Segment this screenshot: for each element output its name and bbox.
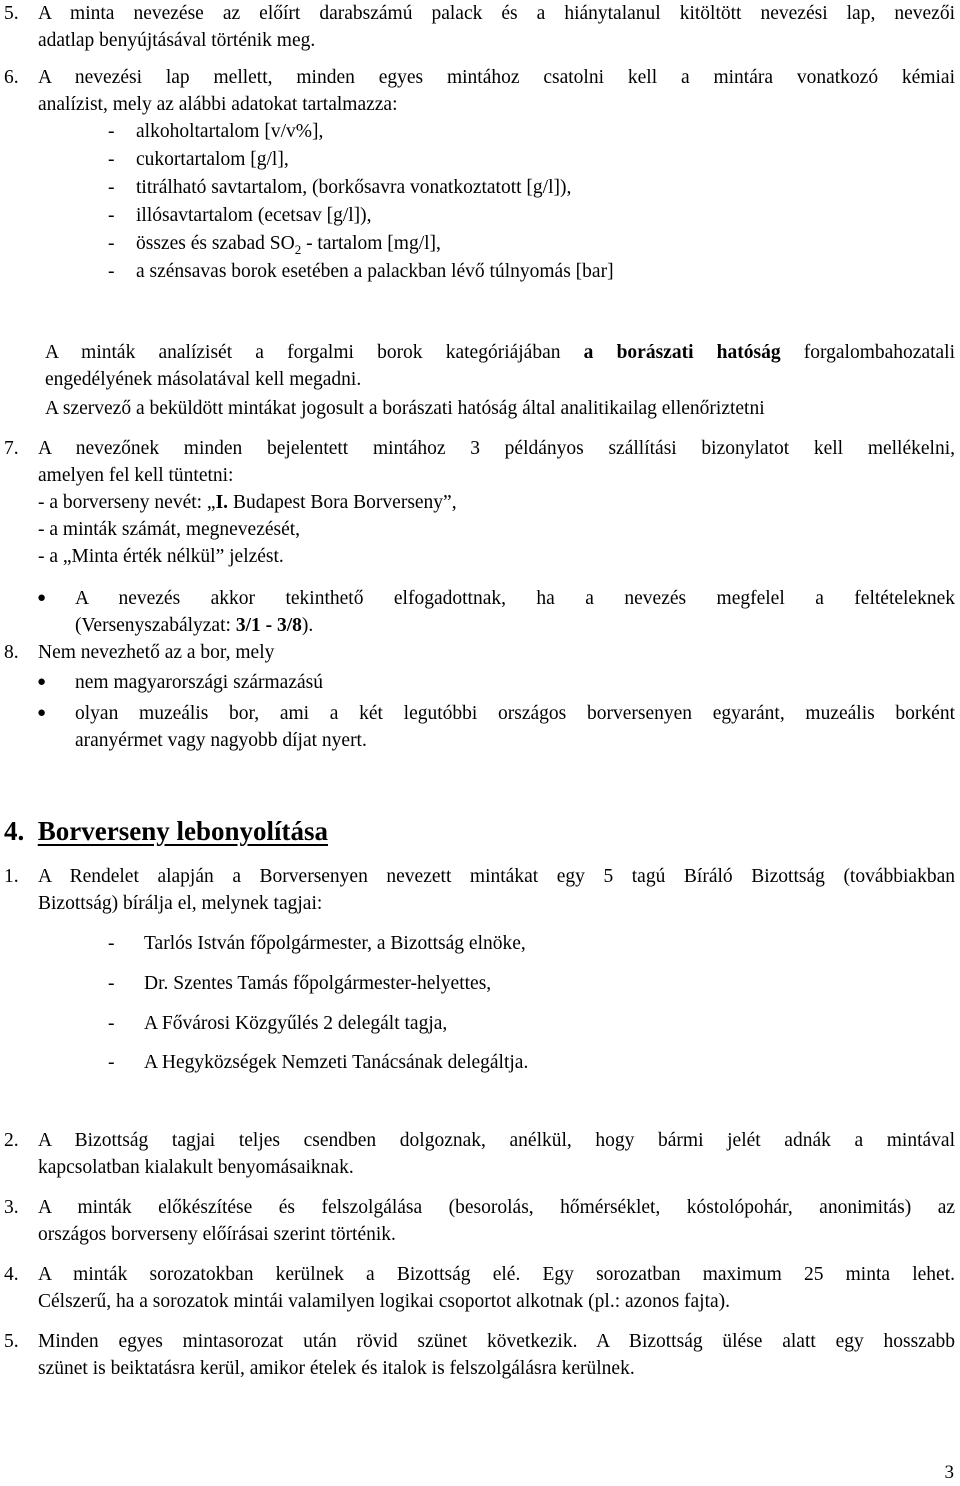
- so2-text: összes és szabad SO: [136, 233, 295, 254]
- item-5-line-1: A minta nevezése az előírt darabszámú palack és a hiánytalanul kitöltött nevezési lap, nevezői: [38, 3, 955, 24]
- so2-subscript: 2: [294, 241, 302, 257]
- section-title: Borverseny lebonyolítása: [37, 816, 328, 846]
- analysis-item-acid: titrálható savtartalom, (borkősavra vonatkoztatott [g/l]),: [136, 177, 572, 198]
- exclusion-item-museum-line-2: aranyérmet vagy nagyobb díjat nyert.: [75, 730, 367, 751]
- item-6-number: 6.: [4, 67, 19, 88]
- acceptance-text-post: ).: [301, 615, 314, 636]
- analysis-item-sugar: cukortartalom [g/l],: [136, 149, 289, 170]
- acceptance-line-1: A nevezés akkor tekinthető elfogadottnak, ha a nevezés megfelel a feltételeknek: [75, 588, 955, 609]
- analysis-item-volatile-acid: illósavtartalom (ecetsav [g/l]),: [136, 205, 372, 226]
- section-heading: [4, 815, 328, 847]
- s4-item-2-number: 2.: [4, 1130, 19, 1151]
- item-8-number: 8.: [4, 642, 19, 663]
- analysis-paragraph-line-2: engedélyének másolatával kell megadni.: [45, 369, 362, 390]
- s4-item-5-line-2: szünet is beiktatásra kerül, amikor ételek és italok is felszolgálásra kerülnek.: [38, 1358, 635, 1379]
- list-dash: -: [108, 177, 115, 198]
- shipping-item-sample-count: - a minták számát, megnevezését,: [38, 519, 301, 540]
- s4-item-5-line-1: Minden egyes mintasorozat után rövid szünet következik. A Bizottság ülése alatt egy hosszabb: [38, 1331, 955, 1352]
- item-7-number: 7.: [4, 438, 19, 459]
- list-dash: -: [108, 121, 115, 142]
- list-dash: -: [108, 1052, 115, 1073]
- acceptance-text: (Versenyszabályzat:: [75, 615, 236, 636]
- bullet-icon: ●: [37, 674, 47, 690]
- section-number: 4.: [4, 816, 25, 846]
- list-dash: -: [108, 973, 115, 994]
- s4-item-4-line-1: A minták sorozatokban kerülnek a Bizottság elé. Egy sorozatban maximum 25 minta lehet.: [38, 1264, 955, 1285]
- paragraph-text-post: forgalombahozatali: [780, 342, 956, 363]
- s4-item-2-line-2: kapcsolatban kialakult benyomásaiknak.: [38, 1157, 354, 1178]
- list-dash: -: [108, 233, 115, 254]
- page-number: 3: [944, 1462, 954, 1483]
- item-5-number: 5.: [4, 3, 19, 24]
- s4-item-3-line-2: országos borverseny előírásai szerint történik.: [38, 1224, 396, 1245]
- paragraph-text: A minták analízisét a forgalmi borok kategóriájában: [45, 342, 584, 363]
- acceptance-bold-text: 3/1 - 3/8: [235, 615, 302, 636]
- analysis-paragraph-line-1: [45, 339, 955, 366]
- item-7-line-2: amelyen fel kell tüntetni:: [38, 465, 234, 486]
- item-7-line-1: A nevezőnek minden bejelentett mintához 3 példányos szállítási bizonylatot kell mellékelni,: [38, 438, 955, 459]
- list-dash: -: [108, 933, 115, 954]
- s4-item-1-number: 1.: [4, 866, 19, 887]
- bullet-icon: ●: [37, 590, 47, 606]
- s4-item-5-number: 5.: [4, 1331, 19, 1352]
- committee-member-assembly: A Fővárosi Közgyűlés 2 delegált tagja,: [144, 1013, 448, 1034]
- shipping-bold-text: I.: [215, 492, 229, 513]
- so2-text-post: - tartalom [mg/l],: [301, 233, 441, 254]
- s4-item-4-number: 4.: [4, 1264, 19, 1285]
- exclusion-item-museum-line-1: olyan muzeális bor, ami a két legutóbbi országos borversenyen egyaránt, muzeális borként: [75, 703, 955, 724]
- shipping-text-post: Budapest Bora Borverseny”,: [228, 492, 457, 513]
- analysis-item-pressure: a szénsavas borok esetében a palackban lévő túlnyomás [bar]: [136, 261, 614, 282]
- s4-item-2-line-1: A Bizottság tagjai teljes csendben dolgoznak, anélkül, hogy bármi jelét adnák a mintával: [38, 1130, 955, 1151]
- exclusion-item-origin: nem magyarországi származású: [75, 672, 323, 693]
- list-dash: -: [108, 205, 115, 226]
- analysis-item-alcohol: alkoholtartalom [v/v%],: [136, 121, 324, 142]
- s4-item-4-line-2: Célszerű, ha a sorozatok mintái valamilyen logikai csoportot alkotnak (pl.: azonos fajta).: [38, 1291, 731, 1312]
- s4-item-3-number: 3.: [4, 1197, 19, 1218]
- item-5-line-2: adatlap benyújtásával történik meg.: [38, 30, 316, 51]
- list-dash: -: [108, 1013, 115, 1034]
- shipping-item-label: - a „Minta érték nélkül” jelzést.: [38, 546, 284, 567]
- acceptance-line-2: [75, 612, 313, 639]
- s4-item-3-line-1: A minták előkészítése és felszolgálása (besorolás, hőmérséklet, kóstolópohár, anonimitás) az: [38, 1197, 955, 1218]
- s4-item-1-line-2: Bizottság) bírálja el, melynek tagjai:: [38, 893, 323, 914]
- organizer-paragraph: A szervező a beküldött mintákat jogosult a borászati hatóság által analitikailag ellenőriztetni: [45, 398, 765, 419]
- committee-member-council: A Hegyközségek Nemzeti Tanácsának delegáltja.: [144, 1052, 529, 1073]
- item-6-line-1: A nevezési lap mellett, minden egyes mintához csatolni kell a mintára vonatkozó kémiai: [38, 67, 955, 88]
- paragraph-bold-text: a borászati hatóság: [583, 342, 781, 363]
- bullet-icon: ●: [37, 705, 47, 721]
- shipping-item-contest-name: [38, 489, 457, 516]
- committee-member-chair: Tarlós István főpolgármester, a Bizottság elnöke,: [144, 933, 526, 954]
- list-dash: -: [108, 149, 115, 170]
- shipping-text: - a borverseny nevét: „: [38, 492, 216, 513]
- s4-item-1-line-1: A Rendelet alapján a Borversenyen nevezett mintákat egy 5 tagú Bíráló Bizottság (továbbiakban: [38, 866, 955, 887]
- item-8-line-1: Nem nevezhető az a bor, mely: [38, 642, 275, 663]
- committee-member-deputy: Dr. Szentes Tamás főpolgármester-helyettes,: [144, 973, 492, 994]
- list-dash: -: [108, 261, 115, 282]
- item-6-line-2: analízist, mely az alábbi adatokat tartalmazza:: [38, 94, 398, 115]
